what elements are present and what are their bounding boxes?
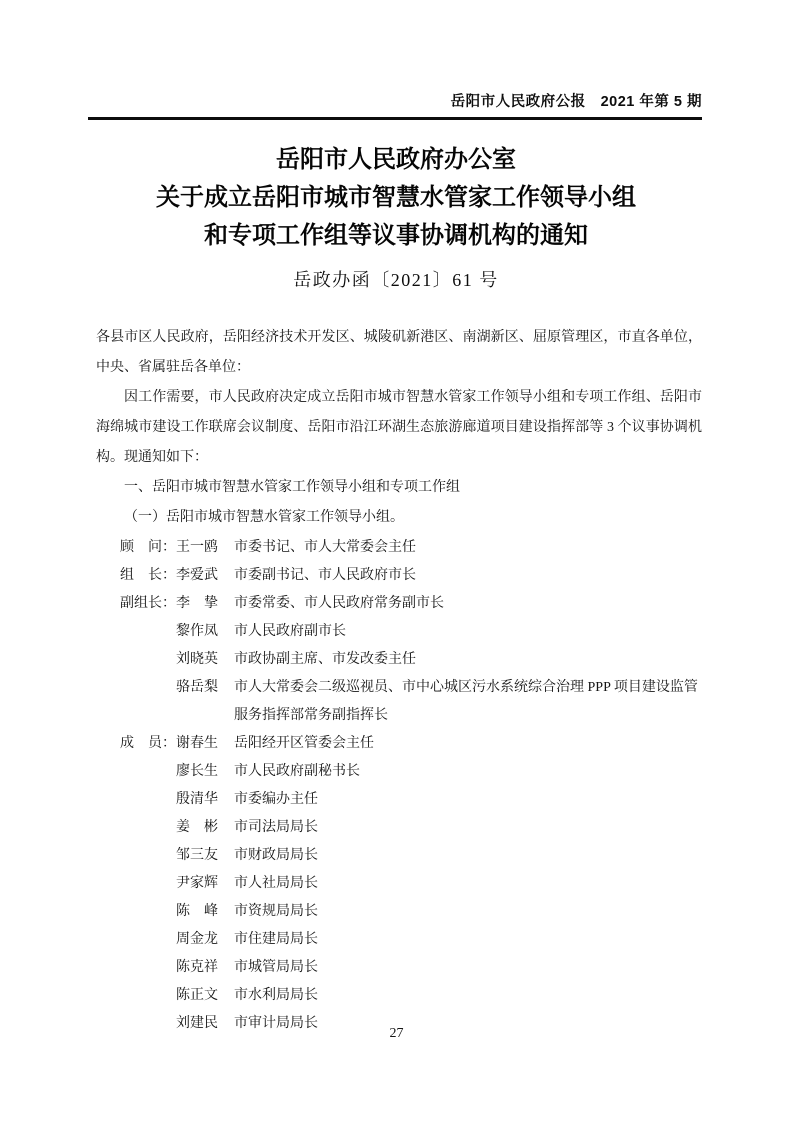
roster-title: 市政协副主席、市发改委主任 — [234, 652, 416, 667]
roster-name: 刘晓英 — [176, 652, 218, 667]
roster-title: 市委编办主任 — [234, 792, 318, 807]
roster-role — [120, 870, 176, 898]
roster-name: 陈 峰 — [176, 904, 218, 919]
roster-row — [120, 870, 702, 898]
roster-title: 市住建局局长 — [234, 932, 318, 947]
roster-role — [120, 786, 176, 814]
roster-role — [120, 814, 176, 842]
roster-title: 市委副书记、市人民政府市长 — [234, 568, 416, 583]
subsection-heading: （一）岳阳市城市智慧水管家工作领导小组。 — [124, 510, 404, 525]
roster-row — [120, 618, 702, 646]
roster-name: 尹家辉 — [176, 876, 218, 891]
document-title-line-3: 和专项工作组等议事协调机构的通知 — [204, 223, 588, 249]
roster-role: 副组长： — [120, 596, 176, 611]
roster-name: 殷清华 — [176, 792, 218, 807]
roster-row — [120, 646, 702, 674]
roster-name: 王一鸥 — [176, 540, 218, 555]
document-title-line-1: 岳阳市人民政府办公室 — [276, 147, 516, 173]
roster-row — [120, 590, 702, 618]
roster-role — [120, 646, 176, 674]
roster-row — [120, 982, 702, 1010]
document-body — [96, 323, 702, 1038]
roster-title: 市城管局局长 — [234, 960, 318, 975]
roster-name: 黎作凤 — [176, 624, 218, 639]
roster-title: 市人民政府副秘书长 — [234, 764, 360, 779]
roster-row — [120, 730, 702, 758]
roster-title: 市人社局局长 — [234, 876, 318, 891]
roster-name: 李 挚 — [176, 596, 218, 611]
roster-name: 李爱武 — [176, 568, 218, 583]
roster-title: 岳阳经开区管委会主任 — [234, 736, 374, 751]
roster-role: 组 长： — [120, 568, 176, 583]
roster-title: 市水利局局长 — [234, 988, 318, 1003]
roster-role: 顾 问： — [120, 540, 176, 555]
roster-row — [120, 842, 702, 870]
roster-role — [120, 954, 176, 982]
roster-title: 市审计局局长 — [234, 1016, 318, 1031]
roster-row — [120, 898, 702, 926]
roster-title: 市委常委、市人民政府常务副市长 — [234, 596, 444, 611]
roster-title: 市财政局局长 — [234, 848, 318, 863]
document-number: 岳政办函〔2021〕61 号 — [293, 270, 499, 290]
body-paragraph: 因工作需要，市人民政府决定成立岳阳市城市智慧水管家工作领导小组和专项工作组、岳阳市海绵城市建设工作联席会议制度、岳阳市沿江环湖生态旅游廊道项目建设指挥部等 3 个议事协调机构。现通知如下： — [96, 390, 702, 465]
roster-name: 陈正文 — [176, 988, 218, 1003]
roster-row — [120, 758, 702, 786]
roster-name: 廖长生 — [176, 764, 218, 779]
roster-row — [120, 534, 702, 562]
roster-row — [120, 814, 702, 842]
roster-row — [120, 954, 702, 982]
section-heading: 一、岳阳市城市智慧水管家工作领导小组和专项工作组 — [124, 480, 460, 495]
roster-name: 周金龙 — [176, 932, 218, 947]
roster-name: 陈克祥 — [176, 960, 218, 975]
roster-name: 邹三友 — [176, 848, 218, 863]
roster-name: 姜 彬 — [176, 820, 218, 835]
roster-role — [120, 618, 176, 646]
roster-title: 市人大常委会二级巡视员、市中心城区污水系统综合治理 PPP 项目建设监管服务指挥部常务副指挥长 — [234, 680, 698, 723]
roster-row — [120, 926, 702, 954]
roster-row — [120, 674, 702, 730]
roster-name: 骆岳梨 — [176, 680, 218, 695]
roster-role — [120, 758, 176, 786]
roster-role — [120, 842, 176, 870]
roster — [120, 534, 702, 1038]
page-number: 27 — [389, 1026, 404, 1041]
roster-role: 成 员： — [120, 736, 176, 751]
document-title-line-2: 关于成立岳阳市城市智慧水管家工作领导小组 — [156, 185, 636, 211]
header-rule — [88, 117, 702, 120]
roster-role — [120, 674, 176, 730]
roster-role — [120, 898, 176, 926]
roster-row — [120, 562, 702, 590]
roster-title: 市人民政府副市长 — [234, 624, 346, 639]
roster-title: 市委书记、市人大常委会主任 — [234, 540, 416, 555]
roster-title: 市司法局局长 — [234, 820, 318, 835]
roster-title: 市资规局局长 — [234, 904, 318, 919]
roster-name: 刘建民 — [176, 1016, 218, 1031]
roster-role — [120, 982, 176, 1010]
roster-role — [120, 926, 176, 954]
document-title — [66, 141, 726, 255]
roster-row — [120, 786, 702, 814]
gazette-header: 岳阳市人民政府公报 2021 年第 5 期 — [450, 94, 702, 110]
roster-name: 谢春生 — [176, 736, 218, 751]
salutation: 各县市区人民政府，岳阳经济技术开发区、城陵矶新港区、南湖新区、屈原管理区，市直各单位，中央、省属驻岳各单位： — [96, 330, 702, 375]
